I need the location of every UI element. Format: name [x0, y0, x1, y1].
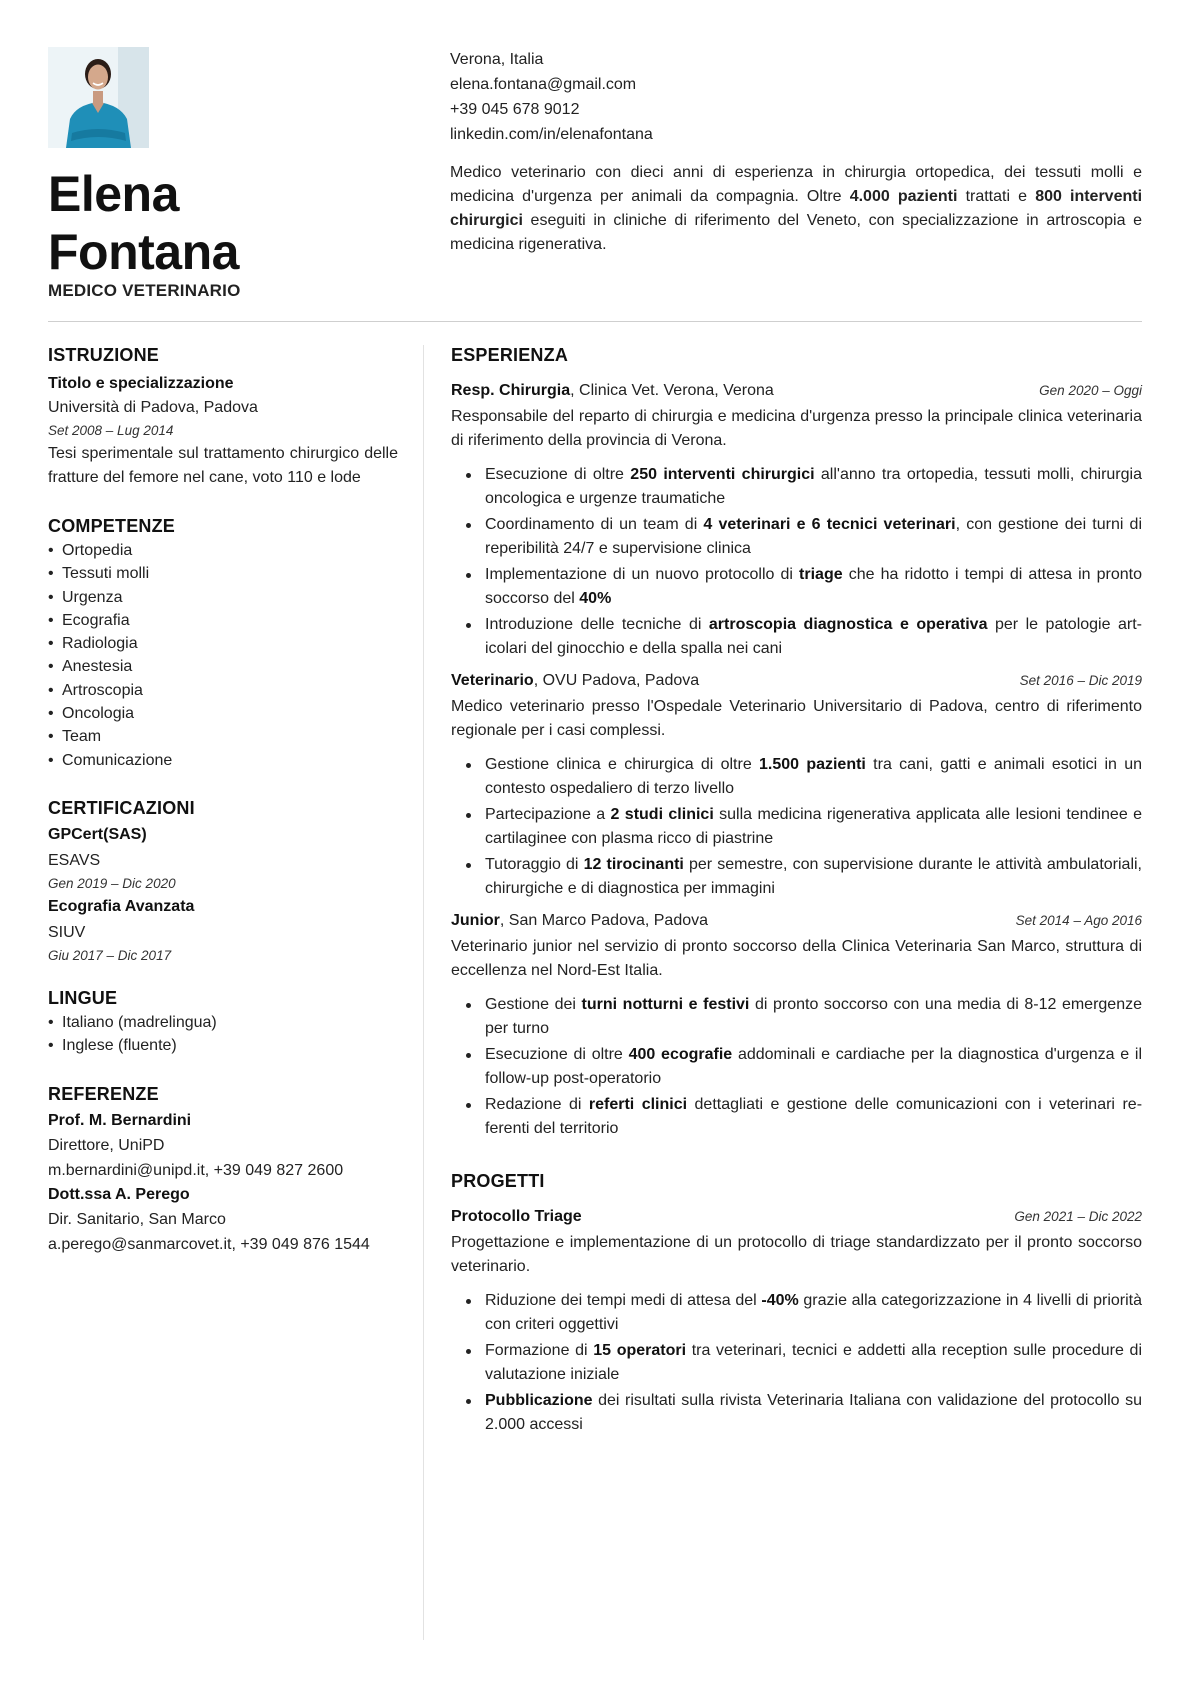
- reference-position: Dir. Sanitario, San Marco: [48, 1210, 226, 1228]
- job-header: [451, 669, 1142, 693]
- contact-phone[interactable]: +39 045 678 9012: [450, 101, 580, 118]
- skill-label: Team: [62, 728, 102, 746]
- languages-list: [48, 1011, 398, 1058]
- section-title-projects: PROGETTI: [451, 1171, 545, 1191]
- skill-label: Radiologia: [62, 635, 138, 653]
- references-section: [48, 1082, 398, 1257]
- job-entry: [451, 379, 1142, 661]
- certification-issuer: SIUV: [48, 923, 86, 941]
- language-label: Inglese (fluente): [62, 1037, 177, 1055]
- section-title-skills: COMPETENZE: [48, 516, 176, 536]
- job-title: Junior: [451, 912, 500, 929]
- job-bullets: [451, 463, 1142, 661]
- job-bullet: Partecipazione a 2 studi clinici sulla medicina rigenerativa applicata alle lesioni tendinee e cartilaginee con plasma ricco di piastrine: [451, 803, 1142, 851]
- resume-header: [48, 47, 1142, 303]
- summary-text: eseguiti in cliniche di riferimento del Veneto, con specializzazione in artroscopia e medicina rigenerativa.: [450, 212, 1142, 253]
- language-item: • Italiano (madrelingua): [48, 1013, 217, 1031]
- education-thesis: Tesi sperimentale sul trattamento chirurgico delle fratture del femore nel cane, voto 110 e lode: [48, 445, 398, 486]
- project-bullet: Pubblicazione dei risultati sulla rivista Veterinaria Italiana con validazione del protocollo su 2.000 accessi: [451, 1389, 1142, 1437]
- section-title-experience: ESPERIENZA: [451, 345, 569, 365]
- job-bullet: Esecuzione di oltre 250 interventi chirurgici all'anno tra ortopedia, tessuti molli, chirurgia oncologica e urgenze traumatiche: [451, 463, 1142, 511]
- job-dates: Set 2014 – Ago 2016: [1015, 913, 1142, 928]
- job-bullets: [451, 993, 1142, 1141]
- person-name: [48, 165, 239, 281]
- skill-label: Artroscopia: [62, 681, 143, 699]
- left-column: [48, 343, 398, 1257]
- header-divider: [48, 321, 1142, 322]
- right-column: [451, 343, 1142, 1439]
- job-title: Resp. Chirurgia: [451, 382, 571, 399]
- summary-text: trattati e: [957, 188, 1036, 205]
- skill-item: • Radiologia: [48, 635, 138, 653]
- job-bullet: Coordinamento di un team di 4 veterinari e 6 tecnici veterinari, con gestione dei turni di reperibilità 24/7 e supervisione clinica: [451, 513, 1142, 561]
- job-description: Veterinario junior nel servizio di pronto soccorso della Clinica Veterinaria San Marco, struttura di eccellenza nel Nord-Est Italia.: [451, 938, 1142, 979]
- language-label: Italiano (madrelingua): [62, 1013, 217, 1031]
- summary-highlight: 4.000 pazienti: [849, 188, 958, 205]
- job-description: Medico veterinario presso l'Ospedale Veterinario Universitario di Padova, centro di riferimento regionale per i casi complessi.: [451, 698, 1142, 739]
- job-organization: , Clinica Vet. Verona, Verona: [570, 382, 774, 399]
- education-school: Università di Padova, Padova: [48, 399, 258, 416]
- certification-dates: Gen 2019 – Dic 2020: [48, 875, 176, 891]
- section-title-certifications: CERTIFICAZIONI: [48, 797, 195, 818]
- skill-item: • Anestesia: [48, 658, 133, 676]
- education-section: [48, 343, 398, 490]
- skill-item: • Tessuti molli: [48, 565, 150, 583]
- column-divider: [423, 345, 424, 1640]
- reference-name: Prof. M. Bernardini: [48, 1111, 192, 1129]
- job-header: [451, 379, 1142, 403]
- education-degree: Titolo e specializzazione: [48, 375, 234, 392]
- summary-text: Medico veterinario con dieci anni di esperienza in chirurgia ortopedica, dei tessuti molli e medicina d'urgenza per animali da compagnia. Oltre: [450, 164, 1142, 205]
- skill-item: • Ecografia: [48, 611, 130, 629]
- skill-item: • Comunicazione: [48, 751, 173, 769]
- project-dates: Gen 2021 – Dic 2022: [1014, 1209, 1142, 1224]
- reference-contact[interactable]: m.bernardini@unipd.it, +39 049 827 2600: [48, 1161, 344, 1179]
- job-entry: [451, 669, 1142, 901]
- job-dates: Set 2016 – Dic 2019: [1019, 673, 1142, 688]
- job-header: [451, 909, 1142, 933]
- project-bullet: Riduzione dei tempi medi di attesa del -40% grazie alla categorizzazione in 4 livelli di priorità con criteri oggettivi: [451, 1289, 1142, 1337]
- skill-label: Oncologia: [62, 705, 135, 723]
- skills-section: [48, 514, 398, 772]
- profile-summary: [450, 161, 1142, 257]
- contact-linkedin[interactable]: linkedin.com/in/elenafontana: [450, 126, 653, 143]
- skill-label: Comunicazione: [62, 751, 173, 769]
- contact-location: Verona, Italia: [450, 51, 544, 68]
- project-bullets: [451, 1289, 1142, 1437]
- certification-dates: Giu 2017 – Dic 2017: [48, 947, 172, 963]
- certifications-section: [48, 796, 398, 967]
- project-title: Protocollo Triage: [451, 1208, 582, 1225]
- languages-section: [48, 986, 398, 1058]
- language-item: • Inglese (fluente): [48, 1037, 177, 1055]
- job-bullet: Introduzione delle tecniche di artroscopia diagnostica e operativa per le patologie articolari del ginocchio e della spalla nei cani: [451, 613, 1142, 661]
- skill-item: • Ortopedia: [48, 542, 133, 559]
- job-bullet: Gestione dei turni notturni e festivi di pronto soccorso con una media di 8-12 emergenze per turno: [451, 993, 1142, 1041]
- contact-email[interactable]: elena.fontana@gmail.com: [450, 76, 637, 93]
- job-title: Veterinario: [451, 672, 534, 689]
- job-bullet: Tutoraggio di 12 tirocinanti per semestre, con supervisione durante le attività ambulatoriali, chirurgiche e di diagnostica per immagini: [451, 853, 1142, 901]
- job-dates: Gen 2020 – Oggi: [1039, 383, 1142, 398]
- project-bullet: Formazione di 15 operatori tra veterinari, tecnici e addetti alla reception sulle procedure di valutazione iniziale: [451, 1339, 1142, 1387]
- name-last: Fontana: [48, 224, 239, 280]
- skill-item: • Team: [48, 728, 102, 746]
- name-first: Elena: [48, 166, 179, 222]
- reference-name: Dott.ssa A. Perego: [48, 1185, 190, 1203]
- certification-issuer: ESAVS: [48, 851, 101, 869]
- contact-block: [450, 47, 653, 147]
- certification-name: Ecografia Avanzata: [48, 897, 195, 915]
- project-header: [451, 1205, 1142, 1229]
- job-role: MEDICO VETERINARIO: [48, 281, 241, 300]
- job-bullets: [451, 753, 1142, 901]
- reference-position: Direttore, UniPD: [48, 1136, 165, 1154]
- project-entry: [451, 1205, 1142, 1437]
- skill-label: Ortopedia: [62, 542, 133, 559]
- section-title-education: ISTRUZIONE: [48, 345, 160, 365]
- job-bullet: Redazione di referti clinici dettagliati e gestione delle comunicazioni con i veterinari referenti del territorio: [451, 1093, 1142, 1141]
- reference-contact[interactable]: a.perego@sanmarcovet.it, +39 049 876 1544: [48, 1235, 370, 1253]
- skill-item: • Artroscopia: [48, 681, 143, 699]
- skill-label: Urgenza: [62, 588, 123, 606]
- section-title-languages: LINGUE: [48, 987, 118, 1008]
- profile-photo-image: [48, 47, 149, 148]
- skill-item: • Oncologia: [48, 705, 135, 723]
- summary-highlight: 800 interventi chirurgici: [450, 188, 1143, 229]
- job-entry: [451, 909, 1142, 1141]
- skill-item: • Urgenza: [48, 588, 123, 606]
- skills-list: [48, 539, 398, 772]
- job-organization: , OVU Padova, Padova: [533, 672, 700, 689]
- skill-label: Ecografia: [62, 611, 130, 629]
- section-title-references: REFERENZE: [48, 1083, 159, 1104]
- profile-photo: [48, 47, 149, 148]
- job-bullet: Implementazione di un nuovo protocollo di triage che ha ridotto i tempi di attesa in pronto soccorso del 40%: [451, 563, 1142, 611]
- education-dates: Set 2008 – Lug 2014: [48, 423, 174, 438]
- job-bullet: Gestione clinica e chirurgica di oltre 1.500 pazienti tra cani, gatti e animali esotici in un contesto ospedaliero di terzo livello: [451, 753, 1142, 801]
- project-description: Progettazione e implementazione di un protocollo di triage standardizzato per il pronto soccorso veterinario.: [451, 1234, 1142, 1275]
- skill-label: Tessuti molli: [62, 565, 150, 583]
- certification-name: GPCert(SAS): [48, 825, 147, 843]
- job-description: Responsabile del reparto di chirurgia e medicina d'urgenza presso la principale clinica veterinaria di riferimento della provincia di Verona.: [451, 408, 1142, 449]
- job-organization: , San Marco Padova, Padova: [499, 912, 709, 929]
- job-bullet: Esecuzione di oltre 400 ecografie addominali e cardiache per la diagnostica d'urgenza e il follow-up post-operatorio: [451, 1043, 1142, 1091]
- skill-label: Anestesia: [62, 658, 133, 676]
